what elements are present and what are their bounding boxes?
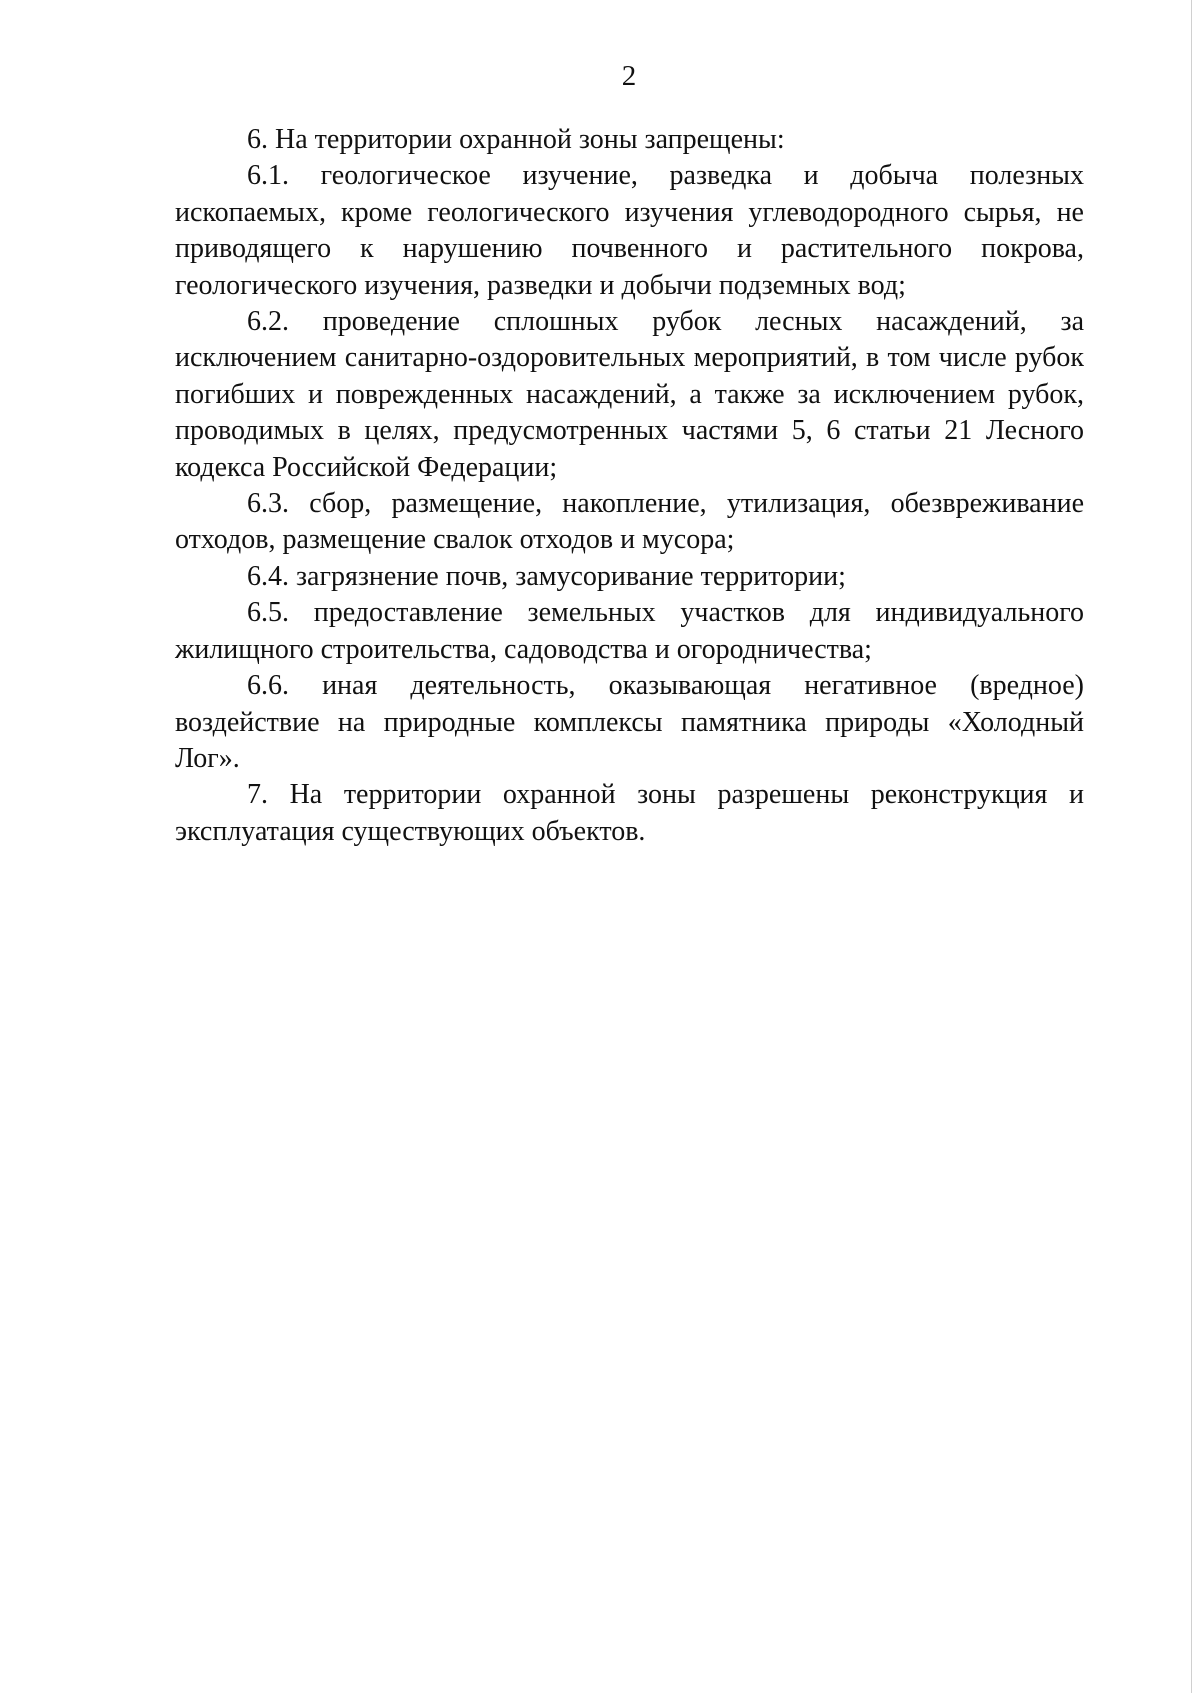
document-body (175, 122, 1084, 850)
page-edge (1191, 0, 1192, 1693)
paragraph-7: 7. На территории охранной зоны разрешены реконструкция и эксплуатация существующих объектов. (175, 779, 1084, 847)
paragraph-6-2: 6.2. проведение сплошных рубок лесных насаждений, за исключением санитарно-оздоровительных мероприятий, в том числе рубок погибших и поврежденных насаждений, а также за исключением рубок, проводимых в целях, предусмотренных частями 5, 6 статьи 21 Лесного кодекса Российской Федерации; (175, 306, 1084, 483)
paragraph-6-5: 6.5. предоставление земельных участков для индивидуального жилищного строительства, садоводства и огородничества; (175, 597, 1084, 665)
paragraph-6-4: 6.4. загрязнение почв, замусоривание территории; (247, 560, 846, 592)
page-number: 2 (621, 60, 637, 92)
paragraph-6-3: 6.3. сбор, размещение, накопление, утилизация, обезвреживание отходов, размещение свалок отходов и мусора; (175, 488, 1084, 556)
paragraph-6-1: 6.1. геологическое изучение, разведка и добыча полезных ископаемых, кроме геологического изучения углеводородного сырья, не приводящего к нарушению почвенного и растительного покрова, геологического изучения, разведки и добычи подземных вод; (175, 160, 1084, 301)
paragraph-6-6: 6.6. иная деятельность, оказывающая негативное (вредное) воздействие на природные комплексы памятника природы «Холодный Лог». (175, 670, 1084, 774)
paragraph-6: 6. На территории охранной зоны запрещены: (247, 124, 785, 155)
